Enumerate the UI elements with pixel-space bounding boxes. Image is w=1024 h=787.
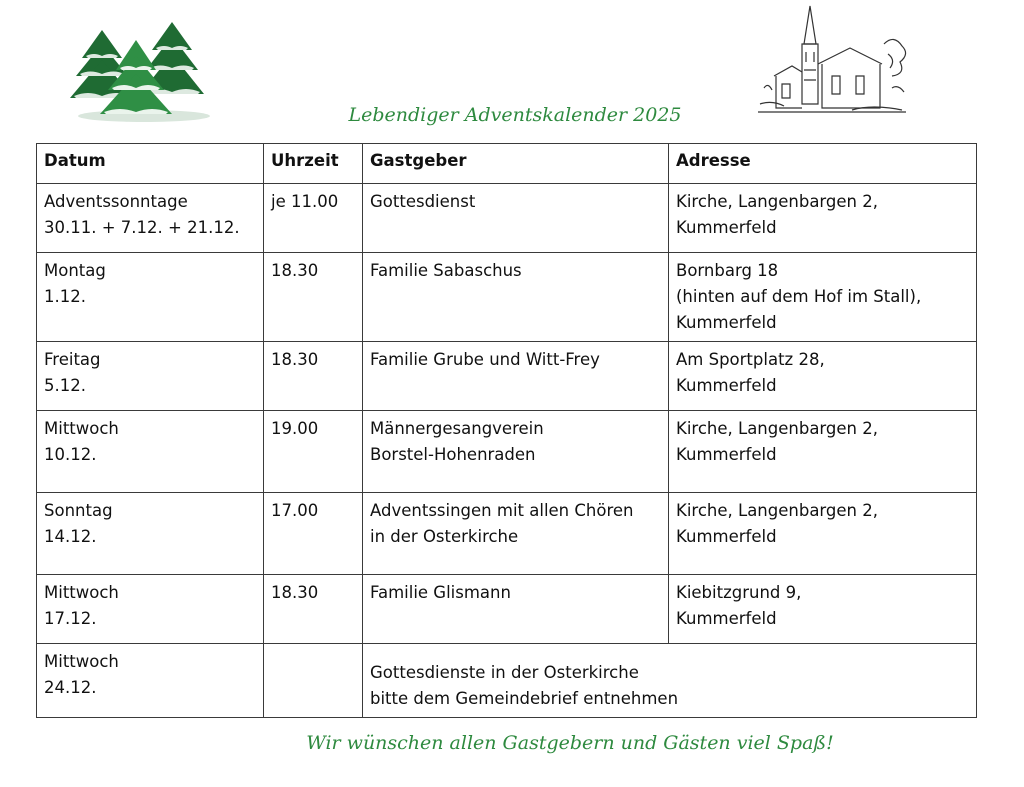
cell-gastgeber: Männergesangverein Borstel-Hohenraden (363, 411, 669, 493)
cell-datum: Mittwoch 10.12. (37, 411, 264, 493)
table-row (37, 575, 977, 644)
table-row (37, 644, 977, 718)
church-sketch-icon (752, 4, 912, 120)
cell-adresse: Kirche, Langenbargen 2, Kummerfeld (669, 411, 977, 493)
cell-uhrzeit: 17.00 (264, 493, 363, 575)
column-header-adresse: Adresse (669, 144, 977, 184)
table-row (37, 493, 977, 575)
column-header-gastgeber: Gastgeber (363, 144, 669, 184)
cell-uhrzeit: 18.30 (264, 253, 363, 342)
cell-adresse: Kiebitzgrund 9, Kummerfeld (669, 575, 977, 644)
cell-gastgeber: Adventssingen mit allen Chören in der Osterkirche (363, 493, 669, 575)
cell-gastgeber: Familie Grube und Witt-Frey (363, 342, 669, 411)
table-row (37, 342, 977, 411)
column-header-uhrzeit: Uhrzeit (264, 144, 363, 184)
cell-uhrzeit: je 11.00 (264, 184, 363, 253)
cell-datum: Montag 1.12. (37, 253, 264, 342)
cell-adresse: Am Sportplatz 28, Kummerfeld (669, 342, 977, 411)
cell-gastgeber: Familie Glismann (363, 575, 669, 644)
calendar-table (36, 143, 977, 718)
cell-uhrzeit: 19.00 (264, 411, 363, 493)
table-row (37, 253, 977, 342)
cell-info: Gottesdienste in der Osterkirche bitte dem Gemeindebrief entnehmen (363, 644, 977, 718)
cell-gastgeber: Familie Sabaschus (363, 253, 669, 342)
calendar-title: Lebendiger Adventskalender 2025 (348, 104, 682, 126)
cell-datum: Freitag 5.12. (37, 342, 264, 411)
cell-uhrzeit (264, 644, 363, 718)
column-header-datum: Datum (37, 144, 264, 184)
table-row (37, 184, 977, 253)
cell-datum: Sonntag 14.12. (37, 493, 264, 575)
cell-adresse: Kirche, Langenbargen 2, Kummerfeld (669, 184, 977, 253)
cell-adresse: Bornbarg 18 (hinten auf dem Hof im Stall), Kummerfeld (669, 253, 977, 342)
cell-uhrzeit: 18.30 (264, 575, 363, 644)
cell-gastgeber: Gottesdienst (363, 184, 669, 253)
footer-greeting: Wir wünschen allen Gastgebern und Gästen viel Spaß! (306, 732, 834, 754)
table-row (37, 411, 977, 493)
cell-datum: Mittwoch 24.12. (37, 644, 264, 718)
cell-datum: Adventssonntage 30.11. + 7.12. + 21.12. (37, 184, 264, 253)
christmas-trees-icon (64, 18, 214, 122)
cell-uhrzeit: 18.30 (264, 342, 363, 411)
cell-adresse: Kirche, Langenbargen 2, Kummerfeld (669, 493, 977, 575)
table-header-row (37, 144, 977, 184)
cell-datum: Mittwoch 17.12. (37, 575, 264, 644)
